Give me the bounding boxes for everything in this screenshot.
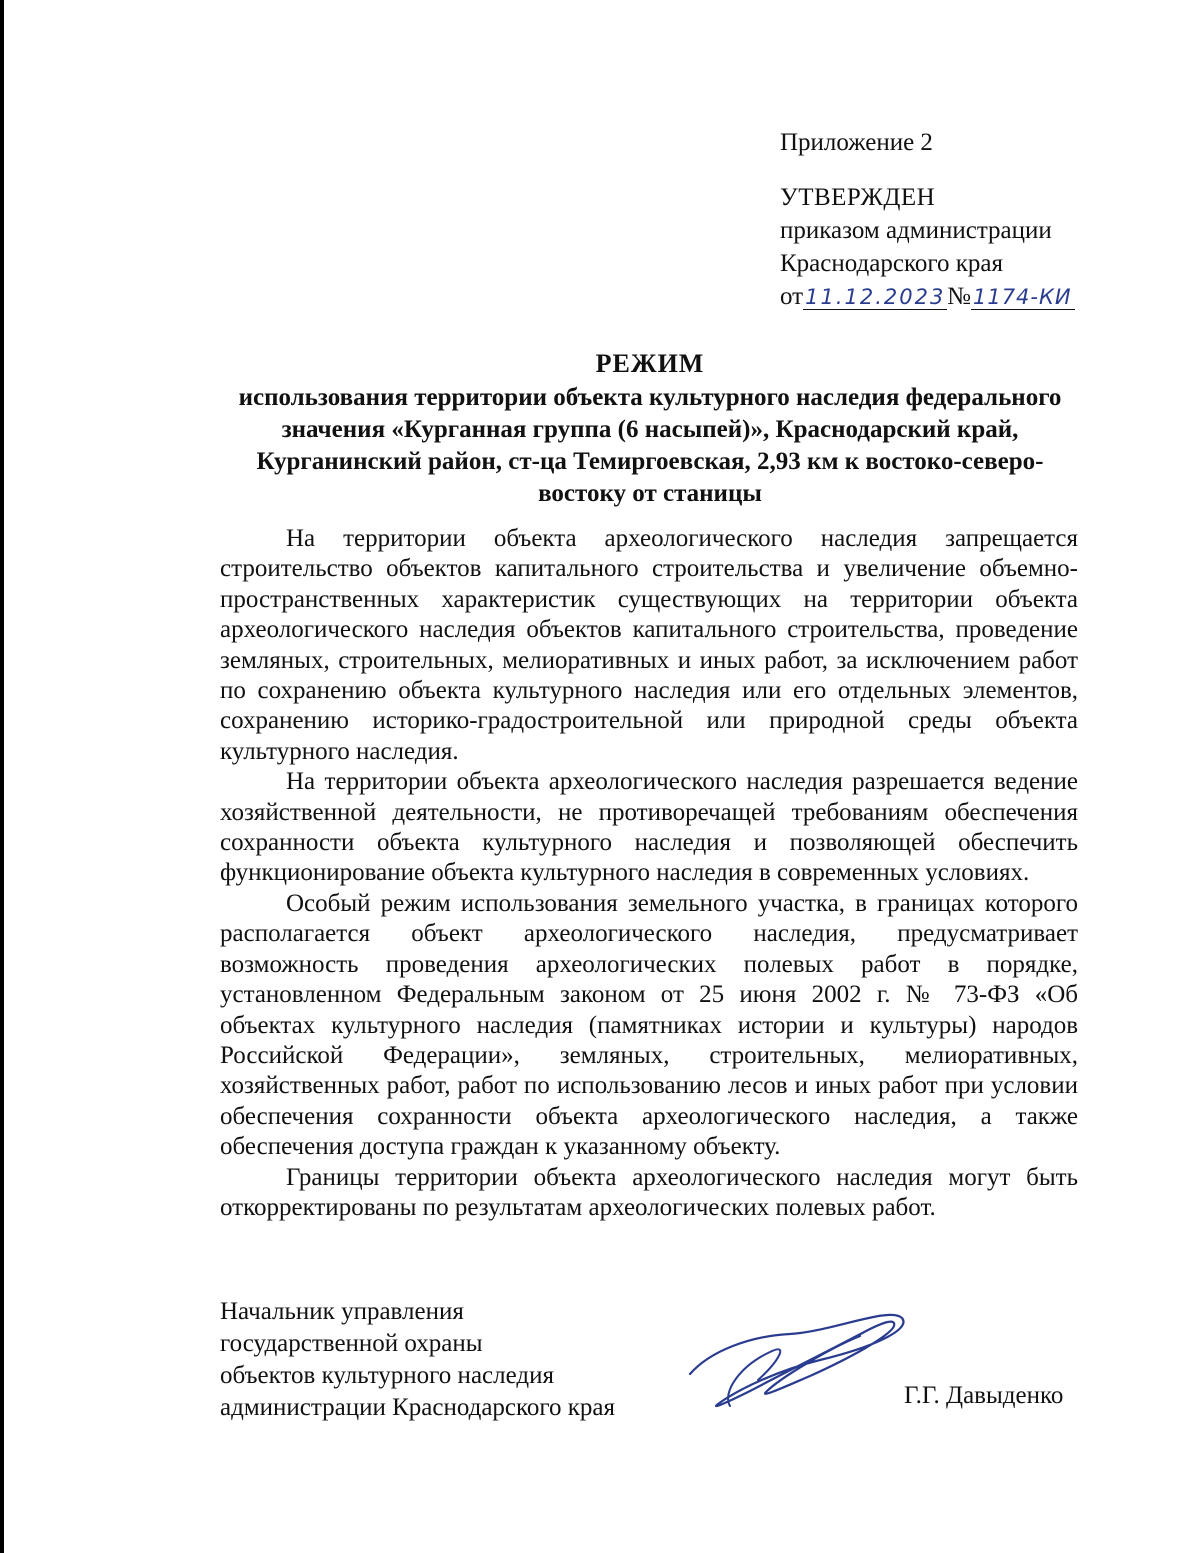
approved-by-line1: приказом администрации <box>780 217 1052 244</box>
signatory-position <box>220 1296 700 1424</box>
signatory-position-line3: объектов культурного наследия <box>220 1362 554 1389</box>
approved-by-line2: Краснодарского края <box>780 250 1003 277</box>
handwritten-signature <box>670 1296 920 1416</box>
document-title <box>220 348 1080 510</box>
paragraph-boundaries: Границы территории объекта археологического наследия могут быть откорректированы по результатам археологических полевых работ. <box>220 1163 1078 1221</box>
title-line-1: использования территории объекта культурного наследия федерального <box>238 384 1062 411</box>
page-edge-line <box>0 0 4 1553</box>
approval-block <box>780 126 1140 313</box>
approved-label: УТВЕРЖДЕН <box>780 184 936 211</box>
order-number-handwritten: 1174-КИ <box>971 285 1075 310</box>
paragraph-prohibitions: На территории объекта археологического наследия запрещается строительство объектов капитального строительства и увеличение объемно-пространственных характеристик существующих на территории объекта археологического наследия объектов капитального строительства, проведение земляных, строительных, мелиоративных и иных работ, за исключением работ по сохранению объекта культурного наследия или его отдельных элементов, сохранению историко-градостроительной или природной среды объекта культурного наследия. <box>220 525 1078 765</box>
signatory-position-line2: государственной охраны <box>220 1330 483 1357</box>
appendix-label: Приложение 2 <box>780 129 933 156</box>
paragraph-permissions: На территории объекта археологического наследия разрешается ведение хозяйственной деятельности, не противоречащей требованиям обеспечения сохранности объекта культурного наследия и позволяющей обеспечить функционирование объекта культурного наследия в современных условиях. <box>220 768 1078 887</box>
title-line-2: значения «Курганная группа (6 насыпей)», Краснодарский край, <box>281 416 1019 443</box>
signatory-position-line4: администрации Краснодарского края <box>220 1394 616 1421</box>
signatory-position-line1: Начальник управления <box>220 1298 464 1325</box>
from-label: от <box>780 283 804 310</box>
title-line-3: Курганинский район, ст-ца Темиргоевская, 2,93 км к востоко-северо- <box>256 448 1044 475</box>
number-label: № <box>947 283 971 310</box>
signatory-name: Г.Г. Давыденко <box>904 1382 1064 1409</box>
title-line-4: востоку от станицы <box>538 480 762 507</box>
document-body <box>220 524 1078 1223</box>
title-main: РЕЖИМ <box>595 349 705 378</box>
order-date-handwritten: 11.12.2023 <box>805 285 946 309</box>
order-date-number-line <box>780 280 1140 313</box>
paragraph-special-regime: Особый режим использования земельного участка, в границах которого располагается объект археологического наследия, предусматривает возможность проведения археологических полевых работ в порядке, установленном Федеральным законом от 25 июня 2002 г. № 73-ФЗ «Об объектах культурного наследия (памятниках истории и культуры) народов Российской Федерации», земляных, строительных, мелиоративных, хозяйственных работ, работ по использованию лесов и иных работ при условии обеспечения сохранности объекта археологического наследия, а также обеспечения доступа граждан к указанному объекту. <box>220 889 1078 1161</box>
